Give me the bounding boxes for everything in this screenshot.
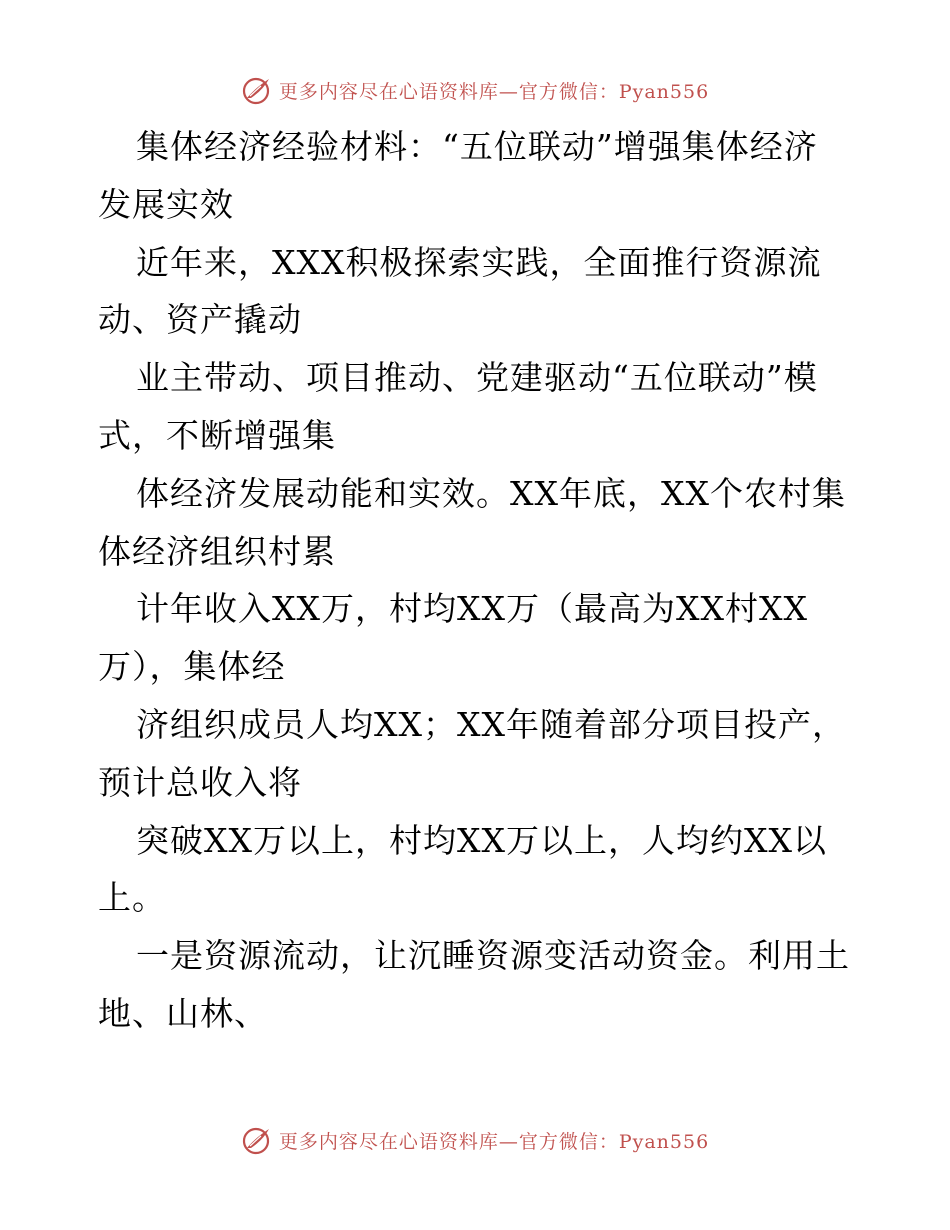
quill-pen-logo-icon bbox=[241, 74, 273, 106]
paragraph-line: 济组织成员人均XX；XX年随着部分项目投产， bbox=[136, 704, 846, 744]
paragraph-line: 式，不断增强集 bbox=[98, 415, 336, 455]
paragraph-line: 一是资源流动，让沉睡资源变活动资金。利用土 bbox=[136, 936, 850, 976]
quill-pen-logo-icon bbox=[241, 1124, 273, 1156]
title-line-2: 发展实效 bbox=[98, 184, 234, 224]
paragraph-line: 体经济发展动能和实效。XX年底，XX个农村集 bbox=[136, 473, 846, 513]
document-body bbox=[98, 118, 858, 1043]
paragraph-line: 万），集体经 bbox=[98, 647, 286, 687]
footer-watermark-banner bbox=[0, 1120, 950, 1160]
paragraph-line: 计年收入XX万，村均XX万（最高为XX村XX bbox=[136, 589, 808, 629]
header-watermark-banner bbox=[0, 70, 950, 110]
paragraph-line: 预计总收入将 bbox=[98, 762, 302, 802]
paragraph-line: 近年来，XXX积极探索实践，全面推行资源流 bbox=[136, 242, 822, 282]
paragraph-line: 动、资产撬动 bbox=[98, 300, 302, 340]
header-watermark-text: 更多内容尽在心语资料库—官方微信：Pyan556 bbox=[278, 80, 710, 103]
footer-watermark-text: 更多内容尽在心语资料库—官方微信：Pyan556 bbox=[278, 1130, 710, 1153]
paragraph-line: 业主带动、项目推动、党建驱动“五位联动”模 bbox=[136, 358, 818, 398]
paragraph-line: 上。 bbox=[98, 878, 166, 918]
paragraph-line: 地、山林、 bbox=[98, 993, 268, 1033]
paragraph-line: 突破XX万以上，村均XX万以上，人均约XX以 bbox=[136, 820, 827, 860]
paragraph-line: 体经济组织村累 bbox=[98, 531, 336, 571]
title-line-1: 集体经济经验材料：“五位联动”增强集体经济 bbox=[136, 127, 818, 166]
